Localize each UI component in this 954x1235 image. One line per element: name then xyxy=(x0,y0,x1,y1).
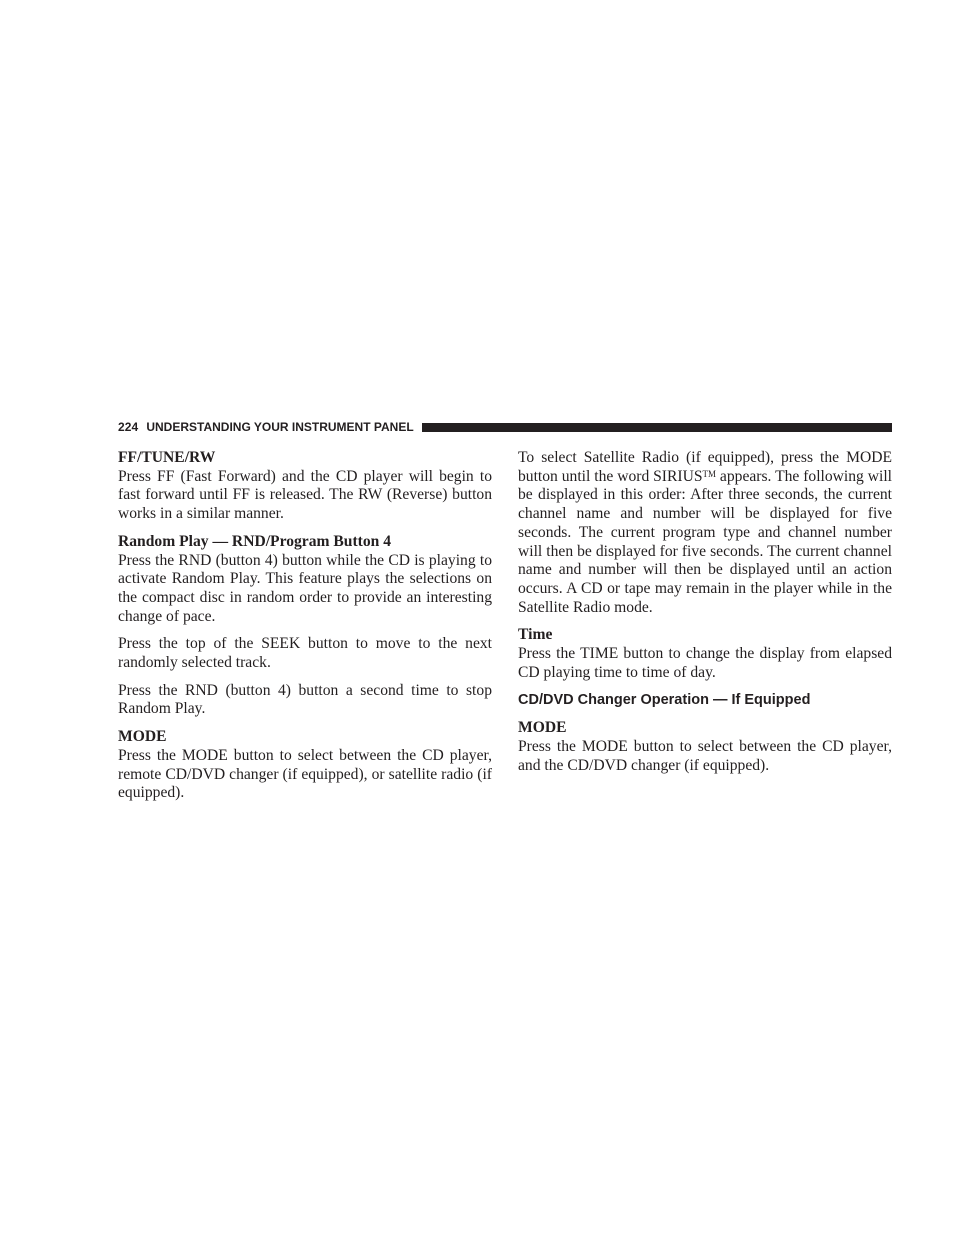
trademark-mark: TM xyxy=(702,468,717,479)
mode-heading: MODE xyxy=(118,728,167,746)
section-title: UNDERSTANDING YOUR INSTRUMENT PANEL xyxy=(146,420,414,434)
right-column xyxy=(518,449,892,775)
satellite-text-part-b: appears. The following will be displayed in this order: After three seconds, the current channel name and number will be displayed for five seconds. The current program type and channel number will then be displayed for five seconds. The current channel name and number will then be displayed until an action occurs. A CD or tape may remain in the player while in the Satellite Radio mode. xyxy=(518,467,893,616)
ff-tune-rw-paragraph: Press FF (Fast Forward) and the CD player will begin to fast forward until FF is released. The RW (Reverse) button works in a similar manner. xyxy=(118,467,492,523)
left-column xyxy=(118,449,492,803)
random-play-paragraph-1: Press the RND (button 4) button while the CD is playing to activate Random Play. This feature plays the selections on the compact disc in random order to provide an interesting change of pace. xyxy=(118,551,492,625)
random-play-paragraph-3: Press the RND (button 4) button a second time to stop Random Play. xyxy=(118,681,492,718)
satellite-radio-paragraph xyxy=(518,449,892,617)
mode-paragraph: Press the MODE button to select between the CD player, remote CD/DVD changer (if equipped), or satellite radio (if equipped). xyxy=(118,746,492,802)
changer-mode-heading: MODE xyxy=(518,719,567,737)
page-header xyxy=(118,419,892,435)
satellite-text-part-a: To select Satellite Radio (if equipped), press the MODE button until the word SIRIUS xyxy=(518,449,892,485)
changer-mode-paragraph: Press the MODE button to select between the CD player, and the CD/DVD changer (if equipped). xyxy=(518,737,892,774)
time-heading: Time xyxy=(518,626,553,644)
time-paragraph: Press the TIME button to change the display from elapsed CD playing time to time of day. xyxy=(518,645,892,681)
changer-operation-heading: CD/DVD Changer Operation — If Equipped xyxy=(518,692,811,709)
random-play-paragraph-2: Press the top of the SEEK button to move to the next randomly selected track. xyxy=(118,635,492,672)
ff-tune-rw-heading: FF/TUNE/RW xyxy=(118,449,216,466)
page-number: 224 xyxy=(118,420,139,434)
random-play-heading: Random Play — RND/Program Button 4 xyxy=(118,532,392,550)
header-rule xyxy=(422,423,892,432)
